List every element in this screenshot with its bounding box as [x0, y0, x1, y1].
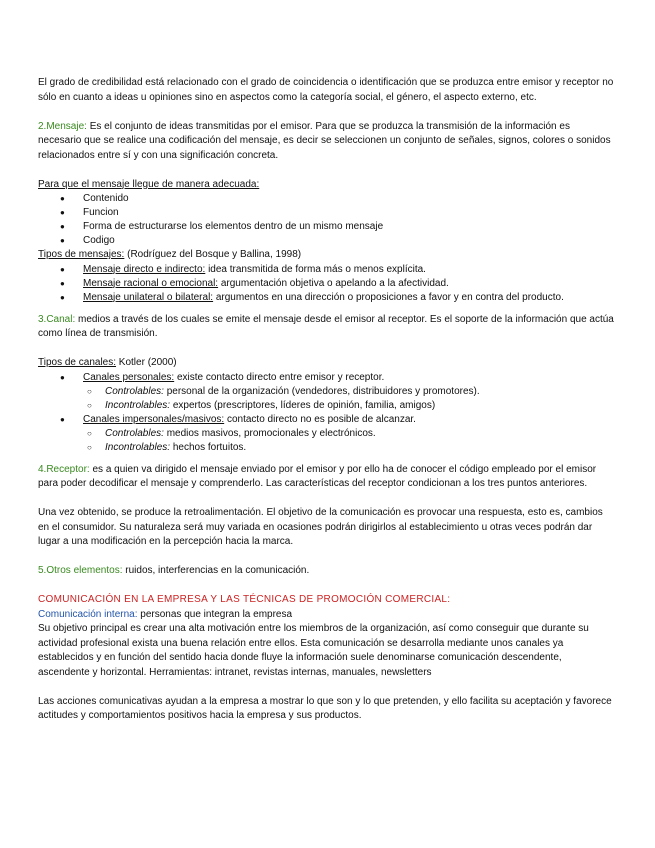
list-item-desc: contacto directo no es posible de alcanzar. [224, 413, 416, 425]
mensaje-text: Es el conjunto de ideas transmitidas por el emisor. Para que se produzca la transmisión de la información es necesario que se realice una codificación del mensaje, es decir se seleccionen un conjunto de señales, signos, colores o sonidos relacionados entre sí y con una significación concreta. [38, 120, 611, 161]
list-item: ● Funcion [38, 206, 616, 220]
list-item: ● Forma de estructurarse los elementos dentro de un mismo mensaje [38, 220, 616, 234]
canal-label: 3.Canal: [38, 313, 76, 325]
tipos-mensajes-heading [38, 248, 616, 263]
list-item-desc: existe contacto directo entre emisor y receptor. [174, 371, 385, 383]
document-content [38, 76, 616, 724]
list-item-term: Mensaje unilateral o bilateral: [83, 291, 214, 303]
mensaje-label: 2.Mensaje: [38, 120, 87, 132]
tipos-mensajes-list [38, 263, 616, 305]
section-title: COMUNICACIÓN EN LA EMPRESA Y LAS TÉCNICAS DE PROMOCIÓN COMERCIAL: [38, 594, 451, 605]
tipos-canales-list-2 [38, 413, 616, 427]
mensaje-list [38, 192, 616, 248]
list-item [38, 291, 616, 305]
tipos-canales-list [38, 371, 616, 385]
sublist-item-desc: personal de la organización (vendedores, distribuidores y promotores). [163, 385, 480, 397]
sublist-item-term: Controlables: [105, 385, 164, 397]
sublist-item-term: Incontrolables: [105, 441, 171, 453]
sublist-item [38, 441, 616, 455]
list-item-desc: idea transmitida de forma más o menos explícita. [205, 263, 426, 275]
tipos-canales-source: Kotler (2000) [116, 357, 177, 368]
list-item [38, 413, 616, 427]
tipos-canales-title: Tipos de canales: [38, 357, 117, 368]
receptor-text: es a quien va dirigido el mensaje enviado por el emisor y por ello ha de conocer el código empleado por el emisor para poder decodificar el mensaje y comprenderlo. Las características del receptor condicionan a los tres puntos anteriores. [38, 463, 597, 489]
list-item: ● Codigo [38, 234, 616, 248]
list-item [38, 277, 616, 291]
sublist-item-desc: hechos fortuitos. [170, 441, 247, 453]
list-item-desc: argumentación objetiva o apelando a la afectividad. [218, 277, 449, 289]
acciones-paragraph: Las acciones comunicativas ayudan a la empresa a mostrar lo que son y lo que pretenden, y ello facilita su aceptación y favorece actitudes y comportamientos positivos hacia la empresa y sus productos. [38, 695, 612, 721]
sublist-item-desc: medios masivos, promocionales y electrónicos. [163, 427, 376, 439]
sublist-item-term: Incontrolables: [105, 399, 171, 411]
mensaje-paragraph [38, 120, 616, 164]
canales-impersonales-sublist [38, 427, 616, 455]
interna-body: Su objetivo principal es crear una alta motivación entre los miembros de la organización, así como conseguir que durante su actividad profesional exista una buena relación entre ellos. Esta comunicación se desarrolla mediante unos canales ya establecidos y en función del sentido hacia donde fluye la información suele denominarse comunicación descendente, ascendente y horizontal. Herramientas: intranet, revistas internas, manuales, newsletters [38, 623, 589, 678]
interna-label: Comunicación interna: [38, 608, 138, 620]
otros-text: ruidos, interferencias en la comunicación. [122, 565, 310, 576]
interna-text: personas que integran la empresa [137, 608, 293, 620]
sublist-item-desc: expertos (prescriptores, líderes de opinión, familia, amigos) [170, 399, 436, 411]
sublist-item [38, 385, 616, 399]
list-item-term: Mensaje racional o emocional: [83, 277, 219, 289]
intro-paragraph: El grado de credibilidad está relacionado con el grado de coincidencia o identificación que se produzca entre emisor y receptor no sólo en cuanto a ideas u opiniones sino en aspectos como la categoría social, el género, el aspecto externo, etc. [38, 77, 614, 103]
receptor-paragraph [38, 463, 616, 492]
list-item-term: Mensaje directo e indirecto: [83, 263, 206, 275]
list-item-term: Canales impersonales/masivos: [83, 413, 225, 425]
tipos-canales-heading [38, 356, 616, 371]
canal-paragraph [38, 313, 616, 342]
tipos-mensajes-source: (Rodríguez del Bosque y Ballina, 1998) [124, 249, 302, 260]
canales-personales-sublist [38, 385, 616, 413]
list-item-term: Canales personales: [83, 371, 175, 383]
sublist-item-term: Controlables: [105, 427, 164, 439]
sublist-item [38, 399, 616, 413]
list-item-desc: argumentos en una dirección o proposiciones a favor y en contra del producto. [213, 291, 564, 303]
retroalimentacion-paragraph: Una vez obtenido, se produce la retroalimentación. El objetivo de la comunicación es provocar una respuesta, esto es, cambios en el consumidor. Su naturaleza será muy variada en ocasiones podrán dirigirlos al establecimiento u otras veces podrán dar lugar a una modificación en la percepción hacia la marca. [38, 507, 603, 547]
otros-label: 5.Otros elementos: [38, 565, 123, 576]
mensaje-heading: Para que el mensaje llegue de manera adecuada: [38, 178, 260, 190]
sublist-item [38, 427, 616, 441]
interna-heading [38, 608, 616, 623]
list-item: ● Contenido [38, 192, 616, 206]
list-item [38, 371, 616, 385]
receptor-label: 4.Receptor: [38, 463, 90, 475]
tipos-mensajes-title: Tipos de mensajes: [38, 249, 125, 260]
otros-paragraph [38, 564, 616, 579]
canal-text: medios a través de los cuales se emite el mensaje desde el emisor al receptor. Es el soporte de la información que actúa como línea de transmisión. [38, 313, 614, 339]
list-item [38, 263, 616, 277]
